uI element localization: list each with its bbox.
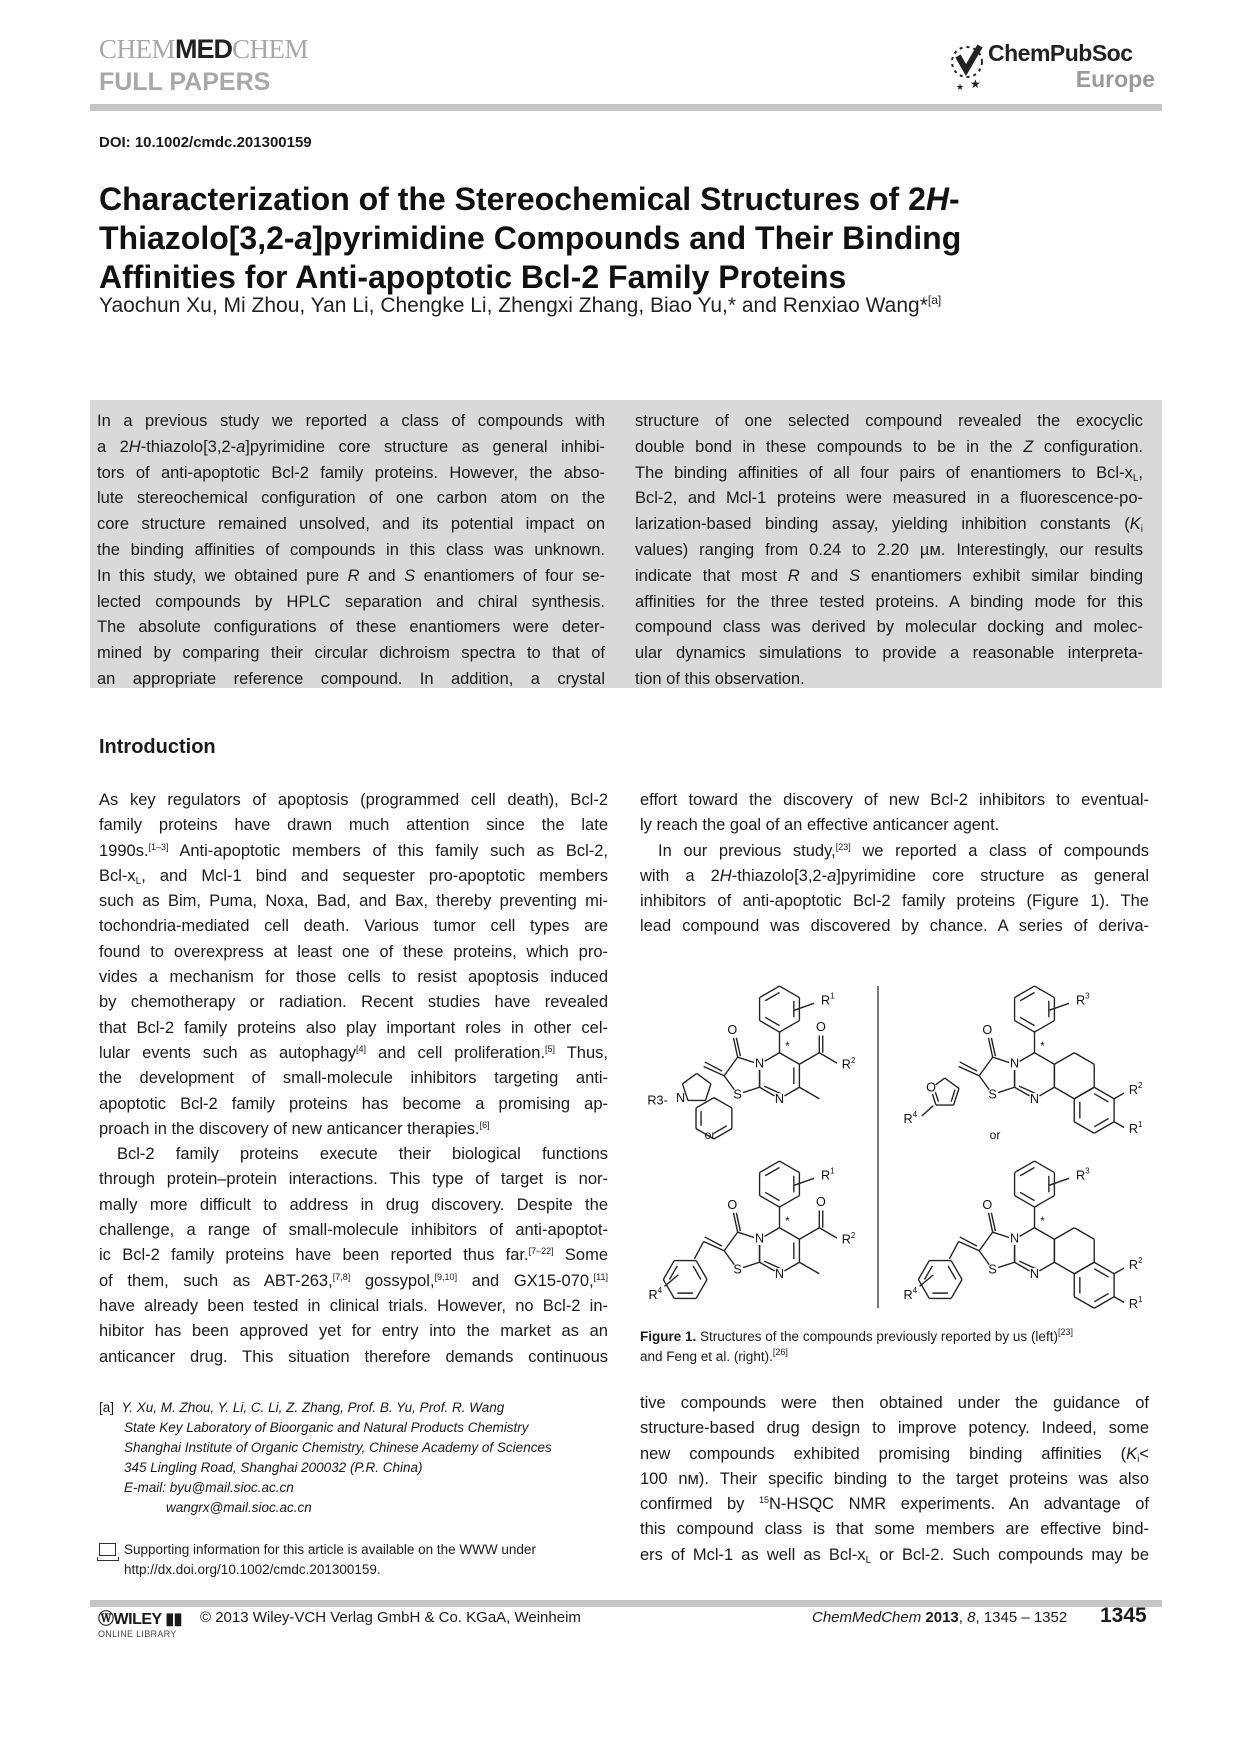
ring-bond	[951, 1280, 962, 1299]
substituent-label: $R^2$	[841, 1230, 856, 1247]
header-rule	[90, 104, 1162, 111]
text-line: tive compounds were then obtained under the guidance of	[640, 1394, 1149, 1412]
double-bond	[705, 1237, 722, 1246]
substituent-label: $R^4$	[903, 1109, 918, 1126]
ring-bond	[1094, 1087, 1114, 1099]
ring-bond	[1074, 1053, 1094, 1065]
figure-caption	[640, 1327, 1150, 1367]
text-line: found to overexpress at least one of these proteins, which pro-	[99, 942, 608, 961]
ring-bond	[780, 1161, 800, 1173]
stars-check-icon	[950, 38, 986, 92]
substituent-label: $R^3$	[1075, 991, 1090, 1008]
ring-bond	[724, 1232, 738, 1251]
text-line: ly reach the goal of an effective anticancer agent.	[640, 816, 1000, 835]
text-line: Bcl-$x_L$, and Mcl-1 bind and sequester pro-apoptotic members	[99, 866, 608, 887]
ring-bond	[1035, 1053, 1055, 1065]
footnote-address: 345 Lingling Road, Shanghai 200032 (P.R. China)	[124, 1460, 423, 1475]
chempubsoc-logo	[950, 38, 1155, 94]
ring-bond	[1015, 1161, 1035, 1173]
wiley-sub-text: ONLINE LIBRARY	[98, 1629, 177, 1639]
text-line: larization-based binding assay, yielding inhibition constants ($K_i$	[635, 515, 1143, 536]
logo-sub-text: Europe	[1075, 66, 1155, 92]
section-heading-introduction: Introduction	[99, 736, 216, 758]
footnote-institute: Shanghai Institute of Organic Chemistry, Chinese Academy of Sciences	[124, 1440, 552, 1455]
text-line: 100 nм). Their specific binding to the target proteins was also	[640, 1469, 1149, 1488]
text-line: inhibitors of anti-apoptotic Bcl-2 family proteins (Figure 1). The	[640, 892, 1149, 911]
atom-label: S	[988, 1262, 997, 1277]
text-line: In a previous study we reported a class of compounds with	[97, 412, 605, 430]
ring-bond	[1054, 1228, 1074, 1240]
text-line: the development of small-molecule inhibitors targeting anti-	[99, 1069, 608, 1088]
ring-bond	[760, 1161, 780, 1173]
text-line: tors of anti-apoptotic Bcl-2 family proteins. However, the abso-	[97, 463, 605, 482]
atom-label: N	[755, 1231, 765, 1246]
text-line: of them, such as ABT-263,[7,8] gossypol,[9,10] and GX15-070,[11]	[99, 1271, 609, 1290]
text-line: tion of this observation.	[635, 669, 805, 688]
text-line: the binding affinities of compounds in this class was unknown.	[97, 540, 605, 559]
text-line: indicate that most R and S enantiomers exhibit similar binding	[635, 566, 1144, 585]
citation-volume: 8	[967, 1609, 976, 1626]
atom-label: N	[1010, 1231, 1020, 1246]
ring-bond	[1035, 1196, 1055, 1208]
bond	[1049, 1178, 1069, 1185]
ring-bond	[760, 1021, 780, 1033]
double-bond	[951, 1090, 955, 1102]
ring-bond	[918, 1261, 929, 1280]
molecule-structure	[903, 1161, 1143, 1311]
methyl-bond	[799, 1262, 819, 1274]
text-line: core structure remained unsolved, and its potential impact on	[97, 515, 605, 534]
text-line: tochondria-mediated cell death. Various tumor cell types are	[99, 917, 608, 936]
authors-text: Yaochun Xu, Mi Zhou, Yan Li, Chengke Li, Zhengxi Zhang, Biao Yu,* and Renxiao Wang*	[99, 294, 928, 317]
journal-name-part: CHEM	[99, 34, 176, 64]
journal-name-part: CHEM	[232, 34, 309, 64]
atom-label: S	[733, 1087, 742, 1102]
supporting-info-note	[99, 1540, 619, 1580]
figure-1-structures	[630, 978, 1150, 1318]
title-line: Affinities for Anti-apoptotic Bcl-2 Family Proteins	[99, 259, 847, 295]
text-line: ic Bcl-2 family proteins have been reported thus far.[7–22] Some	[99, 1246, 609, 1265]
abstract-box	[90, 400, 1162, 688]
caption-ref: [26]	[772, 1347, 788, 1357]
bond	[694, 1242, 703, 1259]
ring-bond	[1094, 1297, 1114, 1309]
ring-bond	[1074, 1228, 1094, 1240]
affiliation-footnote	[99, 1398, 609, 1518]
bond	[1049, 1003, 1069, 1010]
ring-bond	[696, 1280, 707, 1299]
text-line: structure-based drug design to improve potency. Indeed, some	[640, 1419, 1149, 1438]
caption-text: Structures of the compounds previously reported by us (left)	[696, 1329, 1058, 1344]
text-line: such as Bim, Puma, Noxa, Bad, and Bax, thereby preventing mi-	[99, 892, 608, 911]
text-line: ers of Mcl-1 as well as Bcl-$x_L$ or Bcl-2. Such compounds may be	[640, 1545, 1150, 1566]
text-line: As key regulators of apoptosis (programmed cell death), Bcl-2	[99, 791, 608, 809]
ring-bond	[1054, 1087, 1074, 1099]
bond	[799, 1228, 819, 1240]
text-line: Bcl-2 family proteins execute their biological functions	[117, 1145, 608, 1164]
bond	[1114, 1268, 1124, 1274]
ring-bond	[696, 1261, 707, 1280]
citation-pages: 1345 – 1352	[983, 1609, 1068, 1626]
atom-label: O	[815, 1194, 826, 1209]
intro-right-column-bottom	[640, 1391, 1149, 1568]
text-line: The absolute configurations of these enantiomers were deter-	[97, 618, 605, 637]
text-line: affinities for the three tested proteins. A binding mode for this	[635, 592, 1143, 611]
molecule-structure	[648, 1161, 855, 1302]
substituent-label: $R^4$	[648, 1286, 663, 1302]
caption-label: Figure 1.	[640, 1329, 697, 1344]
text-line: effort toward the discovery of new Bcl-2 inhibitors to eventual-	[640, 791, 1149, 809]
footnote-email[interactable]: E-mail: byu@mail.sioc.ac.cn	[124, 1480, 294, 1495]
ring-bond	[1015, 986, 1035, 998]
bond	[819, 1228, 837, 1238]
atom-label: N	[755, 1056, 765, 1071]
title-line: Thiazolo[3,2-a]pyrimidine Compounds and Their Binding	[99, 220, 962, 256]
atom-label: N	[1010, 1056, 1020, 1071]
text-line: lead compound was discovered by chance. A series of deriva-	[640, 917, 1149, 936]
text-line: through protein–protein interactions. This type of target is nor-	[99, 1170, 608, 1189]
double-bond	[960, 1062, 977, 1071]
atom-label: O	[982, 1023, 993, 1038]
bond	[819, 1053, 837, 1063]
bond	[1114, 1297, 1124, 1303]
substituent-label: R3-	[647, 1093, 668, 1108]
atom-label: N	[1029, 1092, 1040, 1107]
abstract-right-column	[635, 409, 1143, 693]
stereocenter-label: *	[785, 1041, 790, 1054]
intro-right-column-top	[640, 788, 1149, 940]
text-line: values) ranging from 0.24 to 2.20 µм. Interestingly, our results	[635, 540, 1143, 559]
text-line: ular dynamics simulations to provide a reasonable interpreta-	[635, 644, 1143, 663]
copyright: © 2013 Wiley-VCH Verlag GmbH & Co. KGaA, Weinheim	[200, 1609, 581, 1626]
supporting-info-text: Supporting information for this article is available on the WWW under	[124, 1542, 536, 1557]
molecule-structure	[903, 986, 1143, 1136]
supporting-info-link[interactable]: http://dx.doi.org/10.1002/cmdc.201300159.	[124, 1562, 381, 1577]
text-line: mally more difficult to address in drug discovery. Despite the	[99, 1195, 608, 1214]
computer-icon	[99, 1543, 116, 1556]
text-line: anticancer drug. This situation therefore demands continuous	[99, 1347, 608, 1366]
atom-label: N	[1029, 1267, 1040, 1282]
ring-bond	[979, 1057, 993, 1076]
bond	[949, 1242, 958, 1259]
ring-bond	[1054, 1262, 1074, 1274]
text-line: an appropriate reference compound. In addition, a crystal	[97, 669, 605, 688]
affiliation-mark: [a]	[927, 293, 942, 307]
text-line: by chemotherapy or radiation. Recent studies have revealed	[99, 993, 608, 1012]
bond	[799, 1053, 819, 1065]
text-line: confirmed by $^{15}$N-HSQC NMR experiments. An advantage of	[640, 1495, 1149, 1514]
stereocenter-label: *	[1040, 1216, 1045, 1229]
ring-bond	[697, 1073, 711, 1083]
ring-bond	[1074, 1087, 1094, 1099]
ring-bond	[1035, 1228, 1055, 1240]
atom-label: O	[982, 1198, 993, 1213]
ring-bond	[1054, 1053, 1074, 1065]
text-line: compound class was derived by molecular docking and molec-	[635, 618, 1143, 637]
footnote-names: Y. Xu, M. Zhou, Y. Li, C. Li, Z. Zhang, Prof. B. Yu, Prof. R. Wang	[121, 1400, 505, 1415]
ring-bond	[1015, 1196, 1035, 1208]
page-number: 1345	[1100, 1604, 1147, 1627]
ring-bond	[1035, 1021, 1055, 1033]
stereocenter-label: *	[1040, 1041, 1045, 1054]
atom-label: N	[676, 1091, 686, 1106]
citation-journal: ChemMedChem	[812, 1609, 922, 1626]
substituent-label: $R^3$	[1075, 1166, 1090, 1183]
text-line: In this study, we obtained pure R and S enantiomers of four se-	[97, 566, 606, 585]
text-line: new compounds exhibited promising binding affinities ($K_i<$	[640, 1444, 1149, 1465]
book-icon: ▮▮	[161, 1611, 182, 1628]
citation-year: 2013	[925, 1609, 959, 1626]
bond	[1114, 1122, 1124, 1128]
ring-bond	[1015, 1021, 1035, 1033]
footnote-lab: State Key Laboratory of Bioorganic and Natural Products Chemistry	[124, 1420, 529, 1435]
substituent-label: $R^2$	[1128, 1256, 1143, 1273]
caption-text: and Feng et al. (right).	[640, 1349, 773, 1364]
text-line: have already been tested in clinical trials. However, no Bcl-2 in-	[99, 1296, 608, 1315]
text-line: The binding affinities of all four pairs of enantiomers to Bcl-$x_L$,	[635, 463, 1143, 484]
text-line: with a 2H-thiazolo[3,2-a]pyrimidine core structure as general	[640, 866, 1149, 885]
bond	[922, 1106, 934, 1116]
atom-label: N	[774, 1092, 785, 1107]
text-line: lected compounds by HPLC separation and chiral synthesis.	[97, 592, 605, 611]
double-bond	[960, 1237, 977, 1246]
text-line: apoptotic Bcl-2 family proteins has become a promising ap-	[99, 1094, 608, 1113]
wiley-text: WILEY	[113, 1611, 162, 1628]
text-line: hibitor has been approved yet for entry into the market as an	[99, 1322, 608, 1341]
substituent-label: $R^2$	[1128, 1081, 1143, 1098]
text-line: 1990s.[1–3] Anti-apoptotic members of this family such as Bcl-2,	[99, 841, 608, 860]
ring-bond	[1035, 1161, 1055, 1173]
ring-bond	[1094, 1262, 1114, 1274]
atom-label: O	[727, 1198, 738, 1213]
ring-bond	[979, 1232, 993, 1251]
text-line: mined by comparing their circular dichroism spectra to that of	[97, 644, 605, 663]
molecule-structure	[647, 986, 855, 1139]
text-line: proach in the discovery of new anticancer therapies.[6]	[99, 1119, 490, 1138]
title-line: Characterization of the Stereochemical Structures of 2H-	[99, 181, 960, 217]
text-line: double bond in these compounds to be in the Z configuration.	[635, 437, 1143, 456]
double-bond	[705, 1062, 722, 1071]
ring-bond	[780, 1021, 800, 1033]
ring-bond	[1074, 1262, 1094, 1274]
atom-label: O	[815, 1019, 826, 1034]
ring-bond	[714, 1098, 732, 1108]
text-line: that Bcl-2 family proteins also play important roles in other cel-	[99, 1018, 608, 1037]
atom-label: N	[774, 1267, 785, 1282]
wiley-emblem-icon: Ⓦ	[98, 1611, 114, 1628]
text-line: lular events such as autophagy[4] and cell proliferation.[5] Thus,	[99, 1043, 608, 1062]
citation: ChemMedChem 2013, 8, 1345 – 1352	[812, 1609, 1068, 1626]
or-label: or	[704, 1128, 716, 1143]
substituent-label: $R^1$	[820, 1166, 835, 1183]
ring-bond	[951, 1261, 962, 1280]
methyl-bond	[799, 1087, 819, 1099]
substituent-label: $R^1$	[1128, 1295, 1143, 1312]
ring-bond	[780, 1196, 800, 1208]
ring-bond	[780, 1228, 800, 1240]
atom-label: S	[988, 1087, 997, 1102]
footer-rule	[90, 1600, 1162, 1607]
author-list	[99, 293, 941, 318]
bond	[794, 1003, 814, 1010]
text-line: this compound class is that some members are effective bind-	[640, 1520, 1149, 1539]
atom-label: O	[926, 1080, 936, 1095]
footnote-mark: [a]	[99, 1400, 115, 1415]
svg-text:★: ★	[956, 82, 965, 92]
ring-bond	[760, 1196, 780, 1208]
substituent-label: $R^1$	[820, 991, 835, 1008]
section-type: FULL PAPERS	[99, 68, 271, 96]
bond	[1114, 1093, 1124, 1099]
text-line: a 2H-thiazolo[3,2-a]pyrimidine core structure as general inhibi-	[97, 437, 606, 456]
ring-bond	[1074, 1297, 1094, 1309]
caption-ref: [23]	[1057, 1327, 1073, 1337]
ring-bond	[1094, 1122, 1114, 1134]
ring-bond	[724, 1057, 738, 1076]
text-line: family proteins have drawn much attention since the late	[99, 816, 608, 835]
substituent-label: $R^2$	[841, 1055, 856, 1072]
ring-bond	[780, 986, 800, 998]
text-line: challenge, a range of small-molecule inhibitors of anti-apoptot-	[99, 1221, 608, 1240]
text-line: In our previous study,[23] we reported a class of compounds	[658, 841, 1149, 860]
text-line: Bcl-2, and Mcl-1 proteins were measured in a fluorescence-po-	[635, 489, 1143, 508]
article-title	[99, 180, 1159, 297]
atom-label: O	[727, 1023, 738, 1038]
ring-bond	[1035, 986, 1055, 998]
atom-label: S	[733, 1262, 742, 1277]
text-line: lute stereochemical configuration of one carbon atom on the	[97, 489, 605, 508]
footnote-email[interactable]: wangrx@mail.sioc.ac.cn	[166, 1500, 312, 1515]
text-line: structure of one selected compound revealed the exocyclic	[635, 412, 1143, 430]
abstract-left-column	[97, 409, 605, 693]
journal-name	[99, 34, 308, 65]
text-line: vides a mechanism for those cells to resist apoptosis induced	[99, 968, 608, 987]
ring-bond	[760, 986, 780, 998]
stereocenter-label: *	[785, 1216, 790, 1229]
journal-name-part: MED	[175, 34, 233, 64]
bond	[794, 1178, 814, 1185]
wiley-online-library-logo	[98, 1606, 182, 1639]
ring-bond	[705, 1084, 710, 1101]
ring-bond	[780, 1053, 800, 1065]
svg-text:★: ★	[970, 77, 981, 91]
intro-left-column	[99, 788, 608, 1370]
ring-bond	[945, 1078, 959, 1088]
ring-bond	[682, 1073, 696, 1083]
ring-bond	[663, 1261, 674, 1280]
substituent-label: $R^4$	[903, 1286, 918, 1302]
substituent-label: $R^1$	[1128, 1120, 1143, 1137]
or-label: or	[989, 1128, 1001, 1143]
logo-main-text: ChemPubSoc	[988, 40, 1133, 66]
doi: DOI: 10.1002/cmdc.201300159	[99, 134, 312, 151]
ring-bond	[696, 1098, 714, 1108]
ring-bond	[1074, 1122, 1094, 1134]
ring-bond	[714, 1129, 732, 1139]
